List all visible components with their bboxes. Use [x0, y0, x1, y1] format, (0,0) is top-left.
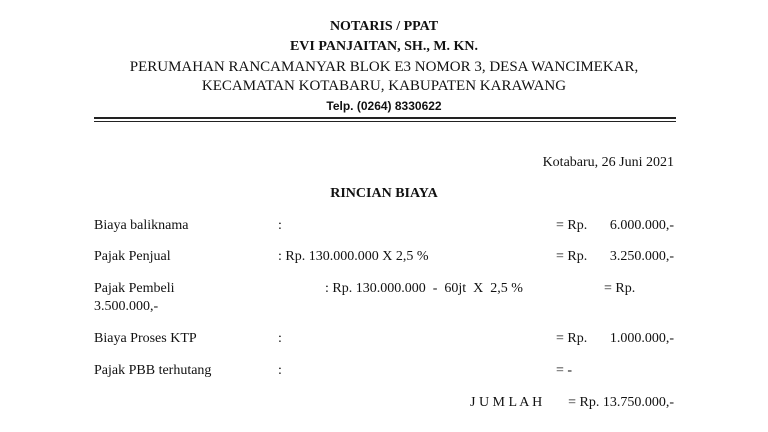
row-detail: : Rp. 130.000.000 X 2,5 %: [278, 249, 429, 264]
date-line: Kotabaru, 26 Juni 2021: [542, 155, 674, 170]
total-label: J U M L A H: [470, 395, 543, 410]
header-divider-thin: [94, 121, 676, 122]
row-eq: = Rp.: [556, 331, 588, 346]
row-label: Pajak Penjual: [94, 249, 171, 264]
row-label: Pajak Pembeli: [94, 281, 175, 296]
document-title: RINCIAN BIAYA: [330, 186, 438, 201]
row-label: Biaya baliknama: [94, 218, 189, 233]
row-amount: 1.000.000,-: [609, 331, 674, 346]
phone-number: Telp. (0264) 8330622: [326, 99, 442, 113]
row-amount: 3.500.000,-: [94, 299, 159, 314]
row-detail: :: [278, 363, 282, 378]
header-divider-thick: [94, 117, 676, 119]
office-title: NOTARIS / PPAT: [329, 19, 439, 34]
row-detail: :: [278, 331, 282, 346]
row-label: Biaya Proses KTP: [94, 331, 197, 346]
address-line-1: PERUMAHAN RANCAMANYAR BLOK E3 NOMOR 3, DESA WANCIMEKAR,: [129, 59, 639, 75]
address-line-2: KECAMATAN KOTABARU, KABUPATEN KARAWANG: [201, 78, 567, 94]
row-detail: : Rp. 130.000.000 - 60jt X 2,5 %: [325, 281, 523, 296]
row-label: Pajak PBB terhutang: [94, 363, 212, 378]
row-amount: 3.250.000,-: [609, 249, 674, 264]
row-eq: = Rp.: [556, 249, 588, 264]
notary-name: EVI PANJAITAN, SH., M. KN.: [289, 39, 479, 54]
row-eq: = -: [556, 363, 573, 378]
row-eq: = Rp.: [556, 218, 588, 233]
row-detail: :: [278, 218, 282, 233]
row-amount: 6.000.000,-: [609, 218, 674, 233]
total-value: = Rp. 13.750.000,-: [568, 395, 674, 410]
row-eq: = Rp.: [604, 281, 636, 296]
